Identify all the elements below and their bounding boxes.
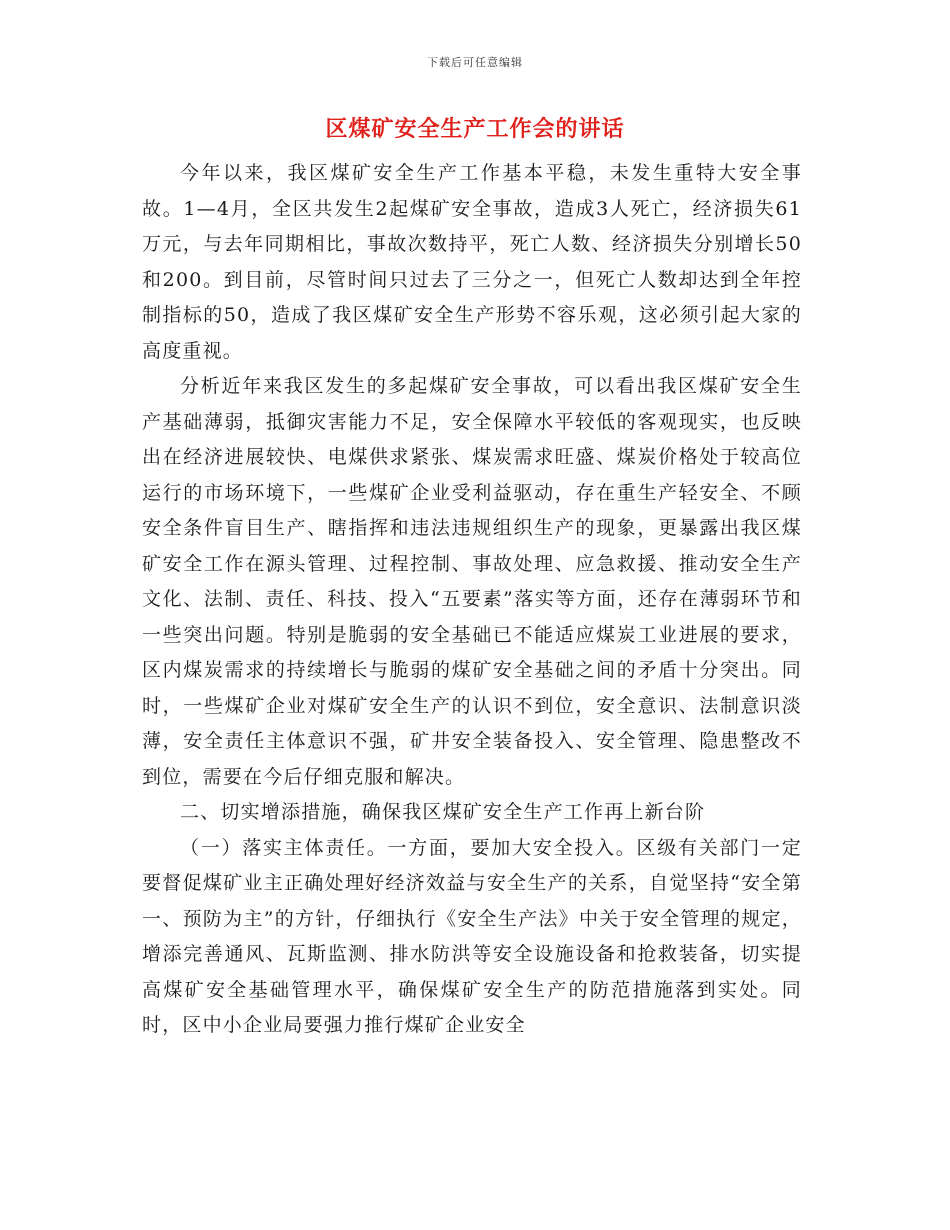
document-title: 区煤矿安全生产工作会的讲话	[325, 116, 625, 142]
document-body	[142, 156, 802, 1044]
paragraph-intro: 今年以来，我区煤矿安全生产工作基本平稳，未发生重特大安全事故。1—4月，全区共发生2起煤矿安全事故，造成3人死亡，经济损失61万元，与去年同期相比，事故次数持平，死亡人数、经济损失分别增长50和200。到目前，尽管时间只过去了三分之一，但死亡人数却达到全年控制指标的50，造成了我区煤矿安全生产形势不容乐观，这必须引起大家的高度重视。	[142, 162, 802, 362]
header-note: 下载后可任意编辑	[427, 56, 523, 69]
section-heading: 二、切实增添措施，确保我区煤矿安全生产工作再上新台阶	[180, 801, 706, 823]
paragraph-responsibility: （一）落实主体责任。一方面，要加大安全投入。区级有关部门一定要督促煤矿业主正确处理好经济效益与安全生产的关系，自觉坚持“安全第一、预防为主”的方针，仔细执行《安全生产法》中关于安全管理的规定，增添完善通风、瓦斯监测、排水防洪等安全设施设备和抢救装备，切实提高煤矿安全基础管理水平，确保煤矿安全生产的防范措施落到实处。同时，区中小企业局要强力推行煤矿企业安全	[142, 836, 802, 1036]
paragraph-analysis: 分析近年来我区发生的多起煤矿安全事故，可以看出我区煤矿安全生产基础薄弱，抵御灾害能力不足，安全保障水平较低的客观现实，也反映出在经济进展较快、电煤供求紧张、煤炭需求旺盛、煤炭价格处于较高位运行的市场环境下，一些煤矿企业受利益驱动，存在重生产轻安全、不顾安全条件盲目生产、瞎指挥和违法违规组织生产的现象，更暴露出我区煤矿安全工作在源头管理、过程控制、事故处理、应急救援、推动安全生产文化、法制、责任、科技、投入“五要素”落实等方面，还存在薄弱环节和一些突出问题。特别是脆弱的安全基础已不能适应煤炭工业进展的要求，区内煤炭需求的持续增长与脆弱的煤矿安全基础之间的矛盾十分突出。同时，一些煤矿企业对煤矿安全生产的认识不到位，安全意识、法制意识淡薄，安全责任主体意识不强，矿井安全装备投入、安全管理、隐患整改不到位，需要在今后仔细克服和解决。	[142, 375, 802, 788]
